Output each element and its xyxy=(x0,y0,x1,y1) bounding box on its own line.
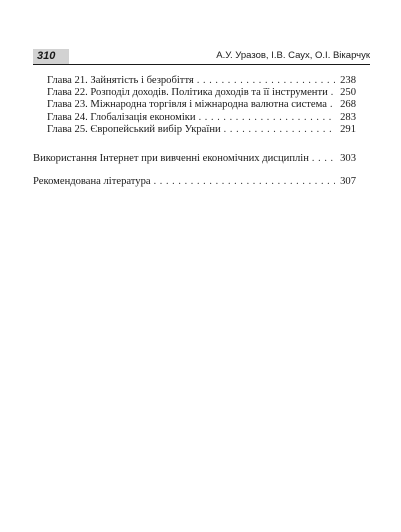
toc-entry-title: Глава 21. Зайнятість і безробіття xyxy=(47,75,194,86)
header-authors: А.У. Уразов, І.В. Саух, О.І. Вікарчук xyxy=(216,50,370,61)
toc-entry-page: 268 xyxy=(340,99,356,111)
toc-entry-page: 307 xyxy=(340,176,356,188)
toc-entry-chapter-25 xyxy=(33,124,356,136)
toc-entry-page: 283 xyxy=(340,111,356,123)
toc-entry-internet xyxy=(33,153,356,165)
table-of-contents xyxy=(33,75,356,188)
toc-leader-dots xyxy=(199,112,335,124)
toc-spacer xyxy=(33,136,356,153)
page-number: 310 xyxy=(37,50,56,62)
toc-entry-page: 250 xyxy=(340,87,356,99)
toc-leader-dots xyxy=(197,75,335,87)
toc-entry-title: Глава 23. Міжнародна торгівля і міжнародна валютна система xyxy=(47,99,327,111)
toc-entry-page: 303 xyxy=(340,152,356,164)
toc-entry-literature xyxy=(33,176,356,188)
toc-leader-dots xyxy=(224,124,335,136)
toc-entry-title: Глава 25. Європейський вибір України xyxy=(47,123,221,135)
toc-entry-title: Глава 22. Розподіл доходів. Політика доходів та її інструменти xyxy=(47,87,328,99)
toc-leader-dots xyxy=(331,87,335,99)
running-header xyxy=(33,49,370,67)
toc-entry-title: Рекомендована література xyxy=(33,176,151,188)
toc-entry-page: 238 xyxy=(340,75,356,86)
header-rule xyxy=(33,64,370,65)
page-number-box xyxy=(33,49,69,65)
toc-leader-dots xyxy=(154,176,335,188)
toc-entry-title: Глава 24. Глобалізація економіки xyxy=(47,111,196,123)
toc-spacer xyxy=(33,165,356,176)
toc-entry-chapter-22 xyxy=(33,87,356,99)
toc-entry-page: 291 xyxy=(340,123,356,135)
toc-entry-title: Використання Інтернет при вивченні економічних дисциплін xyxy=(33,152,309,164)
toc-entry-chapter-21 xyxy=(33,75,356,87)
toc-entry-chapter-23 xyxy=(33,99,356,111)
toc-leader-dots xyxy=(312,153,335,165)
toc-entry-chapter-24 xyxy=(33,112,356,124)
toc-leader-dots xyxy=(330,99,335,111)
